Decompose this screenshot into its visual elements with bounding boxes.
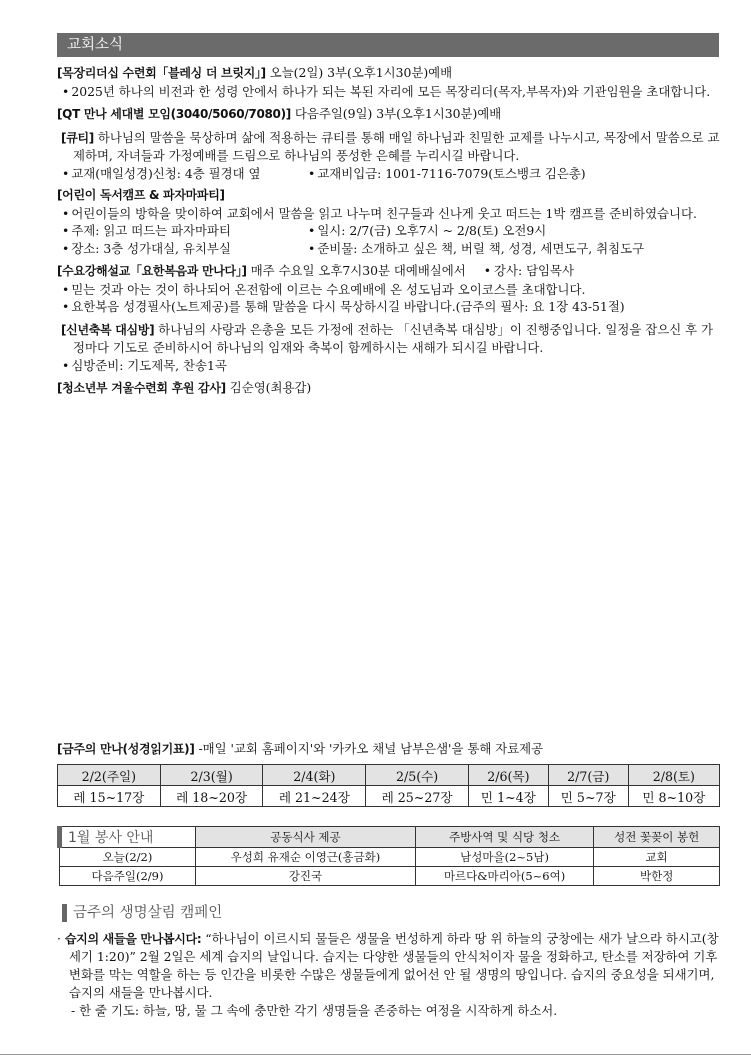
service-header: 주방사역 및 식당 청소 bbox=[415, 827, 593, 848]
reading-day: 2/7(금) bbox=[548, 765, 628, 786]
reading-day: 2/5(수) bbox=[366, 765, 469, 786]
news-bullet: • 2025년 하나의 비전과 한 성령 안에서 하나가 되는 복된 자리에 모든 목장리더(목자,부목자)와 기관임원을 초대합니다. bbox=[57, 83, 722, 101]
reading-passage: 레 25~27장 bbox=[366, 786, 469, 807]
news-text: 하나님의 말씀을 묵상하며 삶에 적용하는 큐티를 통해 매일 하나님과 친밀한 교제를 나누시고, 목장에서 말씀으로 교제하며, 자녀들과 가정예배를 드림으로 하나님의 풍성한 은혜를 누리시길 바랍니다. bbox=[73, 129, 720, 163]
news-title: [신년축복 대심방] bbox=[61, 322, 155, 337]
reading-passages-row bbox=[58, 786, 720, 807]
news-title: [목장리더십 수련회「블레싱 더 브릿지」] bbox=[57, 66, 266, 80]
news-title: [큐티] bbox=[61, 130, 94, 145]
news-item-kids-camp bbox=[57, 187, 722, 257]
reading-passage: 레 18~20장 bbox=[160, 786, 263, 807]
news-title: [어린이 독서캠프 & 파자마파티] bbox=[57, 188, 225, 202]
news-info: 다음주일(9일) 3부(오후1시30분)예배 bbox=[290, 106, 502, 121]
service-title: 1월 봉사 안내 bbox=[60, 827, 196, 848]
news-bullet: • 교재비입금: 1001-7116-7079(토스뱅크 김은총) bbox=[308, 165, 586, 183]
service-cell: 우성희 유재순 이영근(홍금화) bbox=[196, 848, 416, 867]
campaign-title: 금주의 생명살림 캠페인 bbox=[62, 904, 222, 922]
news-title: [청소년부 겨울수련회 후원 감사] bbox=[57, 381, 226, 395]
news-item-qt bbox=[57, 129, 722, 183]
news-bullet: • 요한복음 성경필사(노트제공)를 통해 말씀을 다시 묵상하시길 바랍니다.(금주의 필사: 요 1장 43-51절) bbox=[57, 298, 722, 316]
news-bullet: • 준비물: 소개하고 싶은 책, 버릴 책, 성경, 세면도구, 취침도구 bbox=[308, 240, 644, 258]
reading-passage: 레 21~24장 bbox=[263, 786, 366, 807]
reading-passage: 민 5~7장 bbox=[548, 786, 628, 807]
news-bullet: • 교재(매일성경)신청: 4층 필경대 옆 bbox=[62, 165, 308, 183]
news-bullet: • 믿는 것과 아는 것이 하나되어 온전함에 이르는 수요예배에 온 성도님과 오이코스를 초대합니다. bbox=[57, 281, 722, 299]
news-item-new-year-visit bbox=[57, 321, 722, 375]
reading-day: 2/4(화) bbox=[263, 765, 366, 786]
reading-passage: 민 8~10장 bbox=[628, 786, 719, 807]
service-table bbox=[57, 826, 720, 886]
news-title: [QT 만나 세대별 모임(3040/5060/7080)] bbox=[57, 107, 291, 121]
reading-passage: 민 1~4장 bbox=[468, 786, 548, 807]
reading-plan-table bbox=[57, 764, 720, 807]
campaign-prayer: - 한 줄 기도: 하늘, 땅, 물 그 속에 충만한 각기 생명들을 존중하는 여정을 시작하게 하소서. bbox=[71, 1003, 558, 1018]
news-bullet: • 어린이들의 방학을 맞이하여 교회에서 말씀을 읽고 나누며 친구들과 신나게 웃고 떠드는 1박 캠프를 준비하였습니다. bbox=[57, 205, 722, 223]
campaign-body: · 습지의 새들을 만나봅시다: “하나님이 이르시되 물들은 생물을 번성하게 하라 땅 위 하늘의 궁창에는 새가 날으라 하시고(창세기 1:20)” 2월 2일은 세계 습지의 날입니다. 습지는 다양한 생물들의 안식처이자 물을 정화하고, 탄소를 저장하여 기후변화를 막는 역할을 하는 등 인간을 비롯한 수많은 생물들에게 없어선 안 될 생명의 땅입니다. 습지의 중요성을 되새기며, 습지의 새들을 만나봅시다. - 한 줄 기도: 하늘, 땅, 물 그 속에 충만한 각기 생명들을 존중하는 여정을 시작하게 하소서. bbox=[57, 931, 719, 1018]
reading-days-row bbox=[58, 765, 720, 786]
reading-day: 2/6(목) bbox=[468, 765, 548, 786]
service-cell: 박한정 bbox=[594, 867, 720, 886]
service-row bbox=[60, 848, 720, 867]
news-item-wednesday-sermon bbox=[57, 262, 722, 316]
news-info: 오늘(2일) 3부(오후1시30분)예배 bbox=[265, 65, 453, 80]
service-date: 오늘(2/2) bbox=[60, 848, 196, 867]
service-cell: 마르다&마리아(5~6여) bbox=[415, 867, 593, 886]
campaign-text: “하나님이 이르시되 물들은 생물을 번성하게 하라 땅 위 하늘의 궁창에는 새가 날으라 하시고(창세기 1:20)” 2월 2일은 세계 습지의 날입니다. 습지는 다양한 생물들의 안식처이자 물을 정화하고, 탄소를 저장하여 기후변화를 막는 역할을 하는 등 인간을 비롯한 수많은 생물들에게 없어선 안 될 생명의 땅입니다. 습지의 중요성을 되새기며, 습지의 새들을 만나봅시다. bbox=[69, 931, 719, 1000]
news-bullet: • 심방준비: 기도제목, 찬송1곡 bbox=[57, 357, 722, 375]
reading-day: 2/2(주일) bbox=[58, 765, 161, 786]
news-speaker: • 강사: 담임목사 bbox=[466, 263, 574, 278]
campaign-lead: 습지의 새들을 만나봅시다: bbox=[64, 932, 202, 946]
news-item-leadership-retreat bbox=[57, 64, 722, 100]
news-list bbox=[57, 64, 722, 403]
news-text: 김순영(최용갑) bbox=[225, 380, 312, 395]
service-header: 성전 꽃꽂이 봉헌 bbox=[594, 827, 720, 848]
news-item-youth-thanks bbox=[57, 379, 722, 398]
news-info: 매주 수요일 오후7시30분 대예배실에서 bbox=[246, 263, 466, 278]
section-header: 교회소식 bbox=[57, 33, 719, 57]
service-cell: 남성마을(2~5남) bbox=[415, 848, 593, 867]
service-row bbox=[60, 867, 720, 886]
service-date: 다음주일(2/9) bbox=[60, 867, 196, 886]
news-bullet: • 일시: 2/7(금) 오후7시 ~ 2/8(토) 오전9시 bbox=[308, 222, 546, 240]
service-header: 공동식사 제공 bbox=[196, 827, 416, 848]
reading-day: 2/3(월) bbox=[160, 765, 263, 786]
service-cell: 교회 bbox=[594, 848, 720, 867]
news-text: 하나님의 사랑과 은총을 모든 가정에 전하는 「신년축복 대심방」이 진행중입니다. 일정을 잡으신 후 가정마다 기도로 준비하시어 하나님의 임재와 축복이 함께하시는 새해가 되시길 바랍니다. bbox=[73, 321, 713, 355]
news-bullet: • 주제: 읽고 떠드는 파자마파티 bbox=[62, 222, 308, 240]
reading-plan-title: [금주의 만나(성경읽기표)] -매일 '교회 홈페이지'와 '카카오 채널 남부은샘'을 통해 자료제공 bbox=[57, 741, 544, 756]
reading-day: 2/8(토) bbox=[628, 765, 719, 786]
footer-divider bbox=[0, 1054, 751, 1055]
news-item-qt-meeting bbox=[57, 105, 722, 124]
service-cell: 강진국 bbox=[196, 867, 416, 886]
news-title: [수요강해설교「요한복음과 만나다」] bbox=[57, 264, 247, 278]
service-header-row bbox=[60, 827, 720, 848]
reading-passage: 레 15~17장 bbox=[58, 786, 161, 807]
news-bullet: • 장소: 3층 성가대실, 유치부실 bbox=[62, 240, 308, 258]
